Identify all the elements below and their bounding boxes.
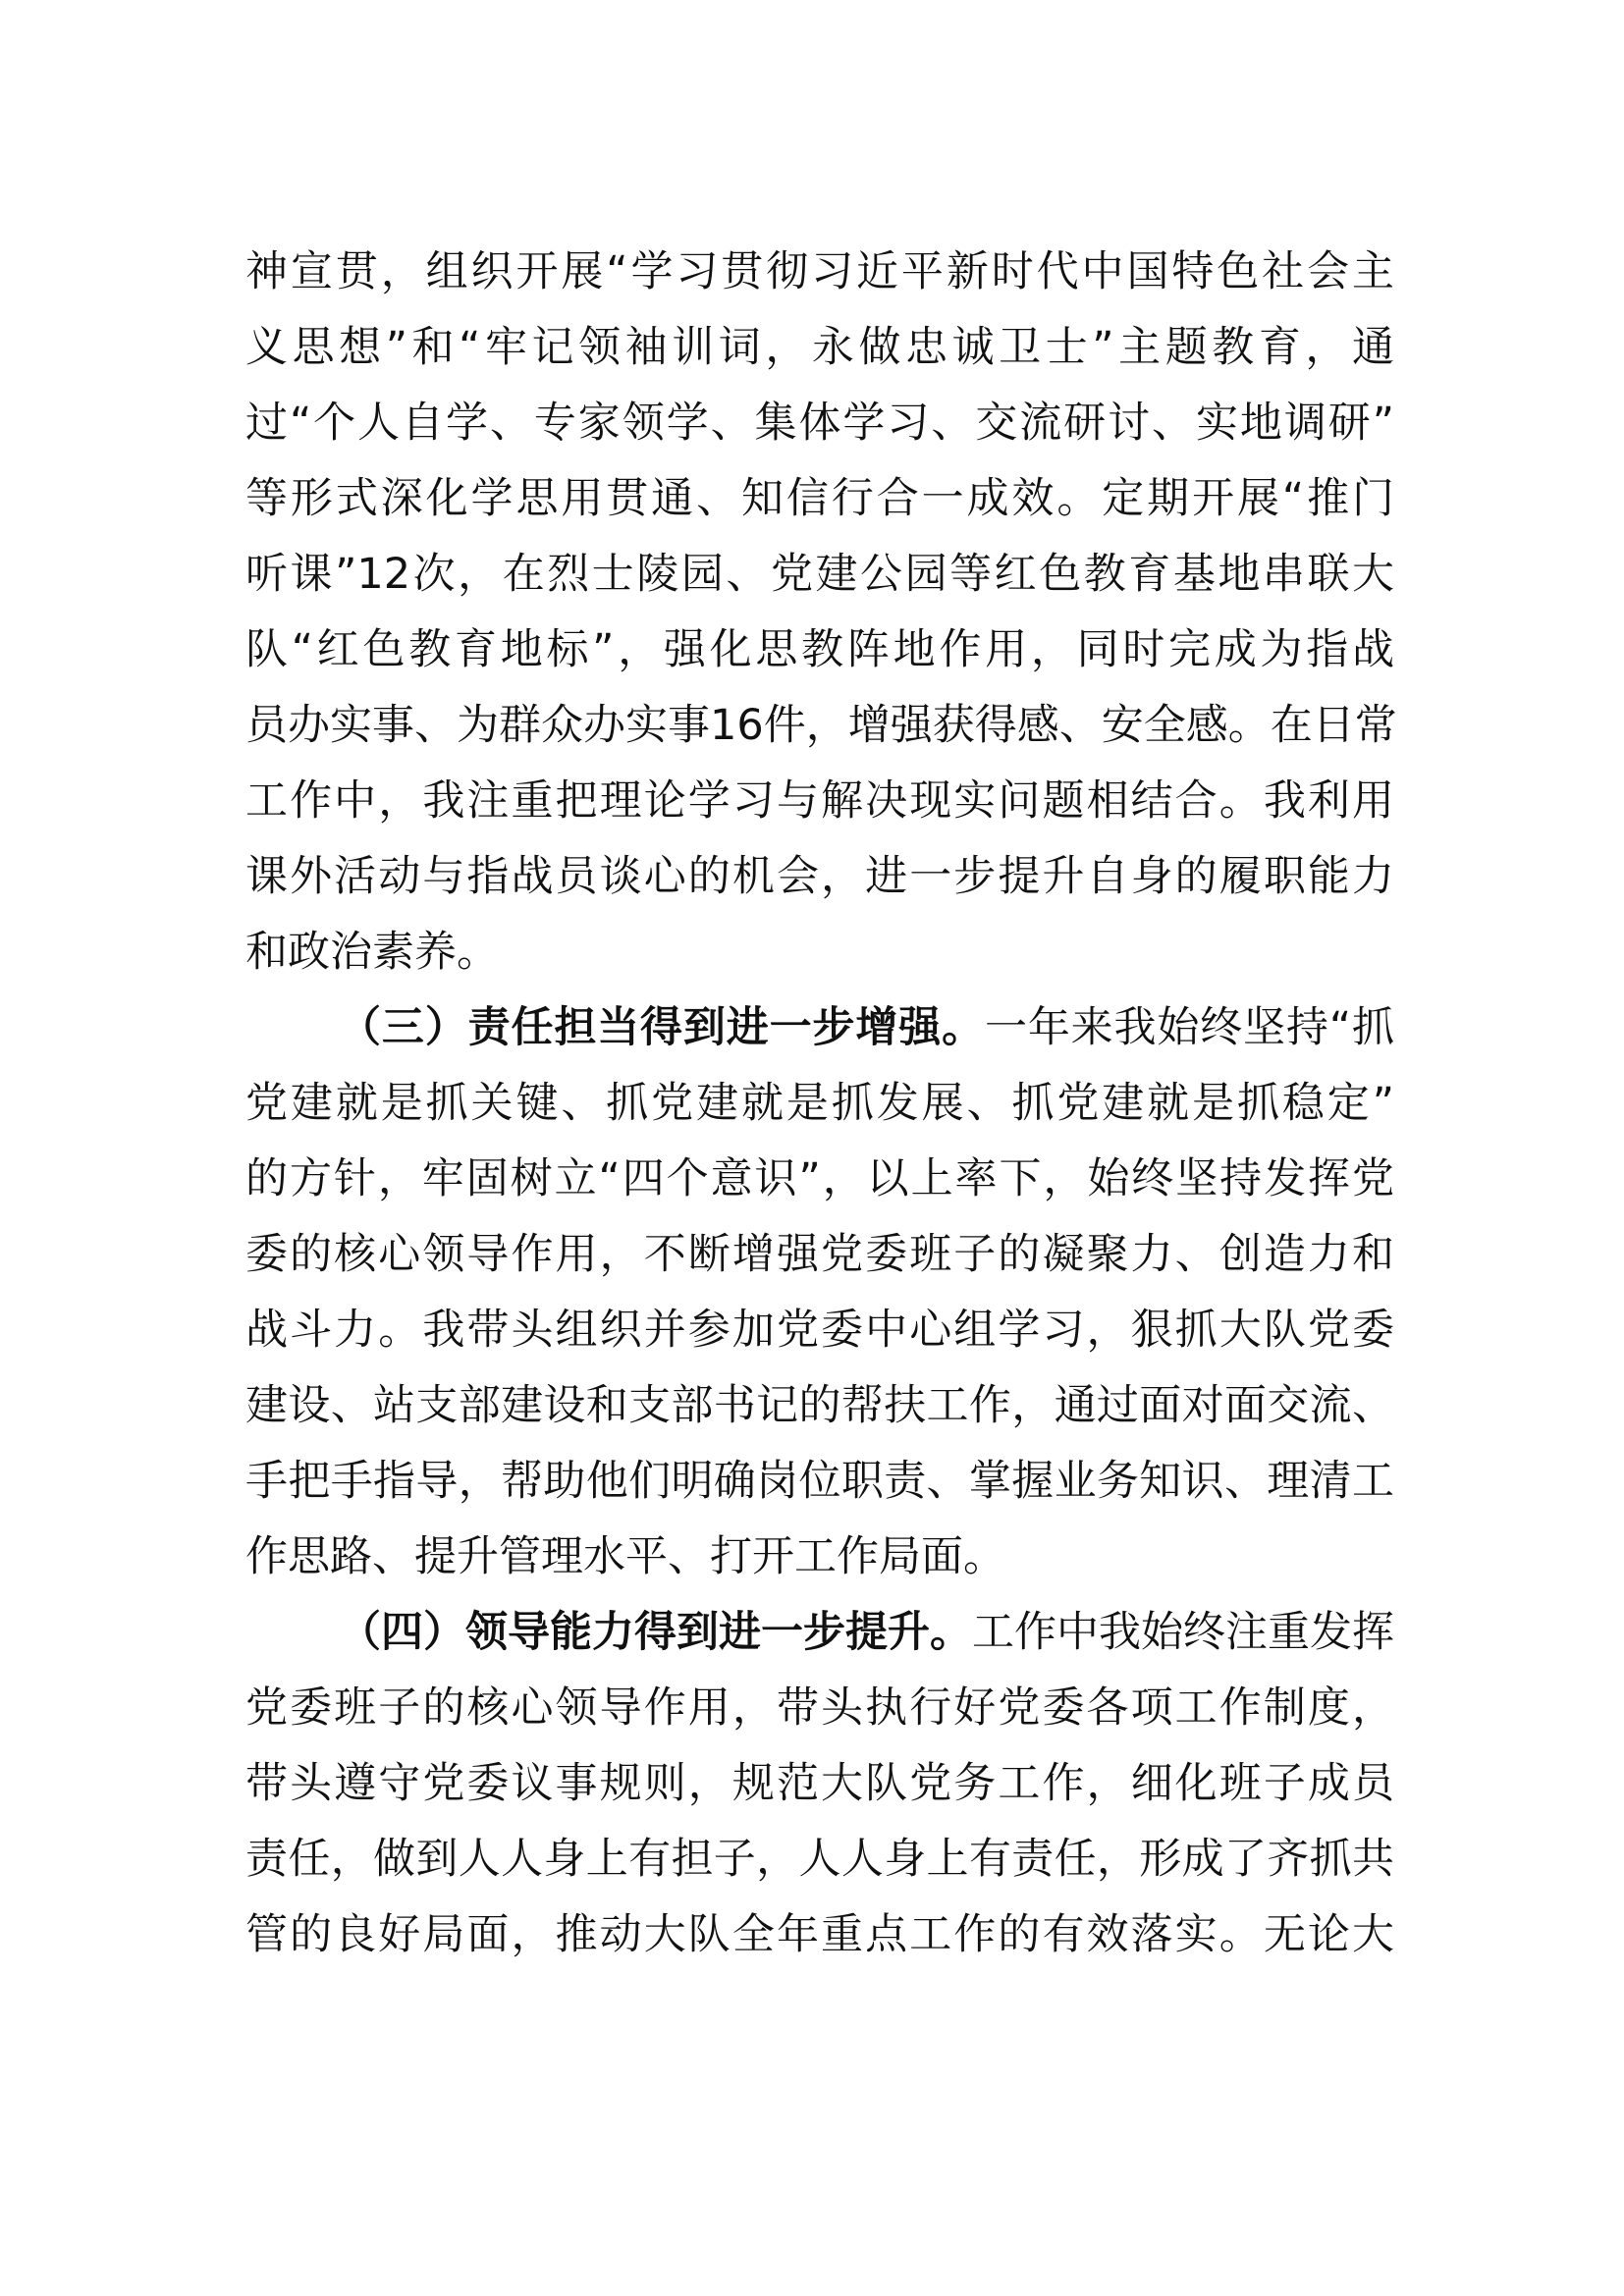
text-line: 神宣贯，组织开展“学习贯彻习近平新时代中国特色社会主 (245, 247, 1394, 296)
text-line: 委的核心领导作用，不断增强党委班子的凝聚力、创造力和 (245, 1230, 1394, 1279)
text-line: 党委班子的核心领导作用，带头执行好党委各项工作制度， (245, 1683, 1394, 1733)
document-page (245, 0, 1397, 2296)
text-line: 管的良好局面，推动大队全年重点工作的有效落实。无论大 (245, 1910, 1394, 1959)
text-line: 队“红色教育地标”，强化思教阵地作用，同时完成为指战 (245, 625, 1394, 674)
text-line: 建设、站支部建设和支部书记的帮扶工作，通过面对面交流、 (245, 1381, 1394, 1430)
text-line: 过“个人自学、专家领学、集体学习、交流研讨、实地调研” (245, 399, 1394, 448)
text-line: 员办实事、为群众办实事16件，增强获得感、安全感。在日常 (245, 701, 1397, 750)
section-3-heading: （三）责任担当得到进一步增强。 (339, 1003, 985, 1052)
section-3-text: 一年来我始终坚持“抓 (984, 1003, 1394, 1052)
text-line: 手把手指导，帮助他们明确岗位职责、掌握业务知识、理清工 (245, 1457, 1394, 1506)
text-line: 和政治素养。 (245, 928, 499, 977)
text-line: 工作中，我注重把理论学习与解决现实问题相结合。我利用 (245, 776, 1394, 826)
text-line: 作思路、提升管理水平、打开工作局面。 (245, 1532, 1005, 1581)
section-4-heading: （四）领导能力得到进一步提升。 (339, 1608, 972, 1657)
text-line: 课外活动与指战员谈心的机会，进一步提升自身的履职能力 (245, 852, 1394, 901)
text-line: 战斗力。我带头组织并参加党委中心组学习，狠抓大队党委 (245, 1306, 1394, 1355)
text-line: 义思想”和“牢记领袖训词，永做忠诚卫士”主题教育，通 (245, 323, 1394, 372)
text-line: 等形式深化学思用贯通、知信行合一成效。定期开展“推门 (245, 474, 1394, 523)
text-line: 听课”12次，在烈士陵园、党建公园等红色教育基地串联大 (245, 550, 1394, 599)
text-line: 责任，做到人人身上有担子，人人身上有责任，形成了齐抓共 (245, 1835, 1394, 1884)
section-4-text: 工作中我始终注重发挥 (972, 1608, 1394, 1657)
text-line: 带头遵守党委议事规则，规范大队党务工作，细化班子成员 (245, 1759, 1394, 1808)
text-line: 党建就是抓关键、抓党建就是抓发展、抓党建就是抓稳定” (245, 1079, 1394, 1128)
text-line: 的方针，牢固树立“四个意识”，以上率下，始终坚持发挥党 (245, 1154, 1394, 1203)
